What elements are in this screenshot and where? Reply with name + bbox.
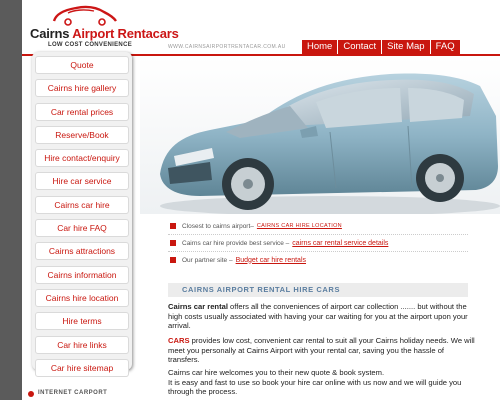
intro-bold: Cairns car rental xyxy=(168,302,228,311)
quick-links xyxy=(168,218,458,270)
link-rental-service-details[interactable]: cairns car rental service details xyxy=(292,239,389,247)
nav-site-map[interactable]: Site Map xyxy=(381,40,430,54)
quick-link-row xyxy=(170,254,306,266)
intro-paragraph xyxy=(168,302,476,331)
bullet-icon xyxy=(170,257,176,263)
car-logo-icon xyxy=(50,4,120,26)
sidebar-item-quote[interactable]: Quote xyxy=(35,56,129,74)
cars-paragraph xyxy=(168,336,476,365)
quick-link-row xyxy=(170,220,342,232)
quick-link-prefix: Our partner site – xyxy=(182,256,233,264)
divider xyxy=(168,251,468,252)
booking-line-1: Cairns car hire welcomes you to their new quote & book system. xyxy=(168,368,385,377)
nav-home[interactable]: Home xyxy=(307,41,333,52)
sidebar-item-location[interactable]: Cairns hire location xyxy=(35,289,129,307)
intro-text: offers all the conveniences of airport car collection ....... but without the high costs usually associated with having your car waiting for you at the airport upon your arrival. xyxy=(168,302,468,330)
divider xyxy=(168,234,468,235)
nav-faq[interactable]: FAQ xyxy=(430,40,460,54)
page xyxy=(22,0,500,400)
site-url: WWW.CAIRNSAIRPORTRENTACAR.COM.AU xyxy=(168,44,286,50)
brand-tagline: LOW COST CONVENIENCE xyxy=(48,42,133,48)
sidebar-item-information[interactable]: Cairns information xyxy=(35,266,129,284)
cars-text: provides low cost, convenient car rental to suit all your Cairns holiday needs. We will meet you personally at Cairns Airport with your rental car, saving you the hassle of transfers. xyxy=(168,336,475,364)
bullet-icon xyxy=(170,223,176,229)
hero-car-image xyxy=(140,56,500,214)
bullet-icon xyxy=(28,391,34,397)
sidebar-bottom-label: INTERNET CARPORT xyxy=(38,390,108,396)
link-budget-car-hire[interactable]: Budget car hire rentals xyxy=(235,256,307,264)
section-title: CAIRNS AIRPORT RENTAL HIRE CARS xyxy=(182,285,341,294)
nav-contact[interactable]: Contact xyxy=(337,40,381,54)
sidebar-item-faq[interactable]: Car hire FAQ xyxy=(35,219,129,237)
sidebar-item-attractions[interactable]: Cairns attractions xyxy=(35,242,129,260)
sidebar-item-car-hire[interactable]: Cairns car hire xyxy=(35,196,129,214)
sidebar-item-reserve[interactable]: Reserve/Book xyxy=(35,126,129,144)
sidebar-item-contact[interactable]: Hire contact/enquiry xyxy=(35,149,129,167)
header xyxy=(22,0,500,56)
booking-paragraph xyxy=(168,368,476,397)
sidebar-item-service[interactable]: Hire car service xyxy=(35,172,129,190)
sidebar-item-links[interactable]: Car hire links xyxy=(35,336,129,354)
booking-line-2: It is easy and fast to use so book your hire car online with us now and we will guide you through the process. xyxy=(168,377,462,396)
site-logo[interactable] xyxy=(28,4,179,52)
sidebar-menu xyxy=(32,52,132,373)
section-title-bar xyxy=(168,283,468,297)
sidebar-bottom-link[interactable] xyxy=(24,388,144,400)
sidebar-item-gallery[interactable]: Cairns hire gallery xyxy=(35,79,129,97)
quick-link-prefix: Cairns car hire provide best service – xyxy=(182,239,290,247)
sidebar-item-sitemap[interactable]: Car hire sitemap xyxy=(35,359,129,377)
sidebar-item-prices[interactable]: Car rental prices xyxy=(35,103,129,121)
cars-highlight: CARS xyxy=(168,336,190,345)
quick-link-prefix: Closest to cairns airport– xyxy=(182,222,254,230)
sidebar-item-terms[interactable]: Hire terms xyxy=(35,312,129,330)
quick-link-row xyxy=(170,237,388,249)
bullet-icon xyxy=(170,240,176,246)
link-car-hire-location[interactable]: CAIRNS CAR HIRE LOCATION xyxy=(256,223,342,229)
brand-name: Cairns Airport Rentacars xyxy=(30,26,179,41)
top-nav xyxy=(302,40,460,54)
